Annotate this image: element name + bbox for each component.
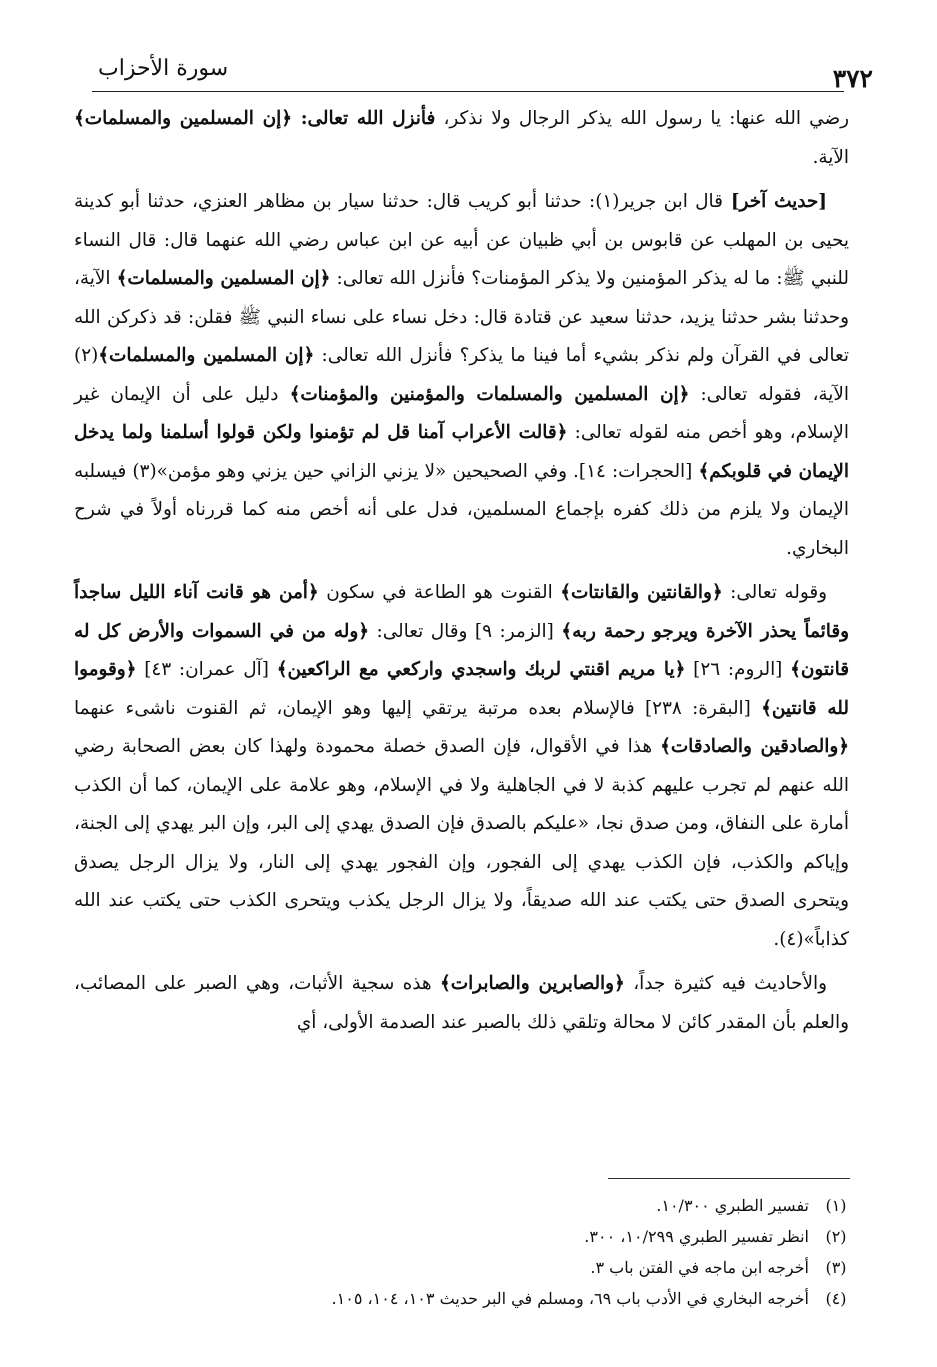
quran-verse-text: ﴿يا مريم اقنتي لربك واسجدي واركعي مع الراكعين﴾: [276, 659, 686, 680]
text-run: قال ابن جرير: [619, 191, 723, 212]
footnote-text: أخرجه ابن ماجه في الفتن باب ٣.: [590, 1258, 809, 1277]
running-header-title: سورة الأحزاب: [98, 56, 229, 81]
text-run: [الزمر: ٩] وقال تعالى:: [369, 620, 562, 642]
header-rule: [92, 91, 844, 92]
quran-verse-text: ﴿إن المسلمين والمسلمات﴾: [98, 345, 315, 366]
paragraph-3: [74, 574, 849, 959]
quran-verse-text: ﴿وله من في السموات والأرض كل له قانتون﴾: [74, 620, 849, 680]
text-run: [الحجرات: ١٤]. وفي الصحيحين «لا يزني الزاني حين يزني وهو مؤمن»: [156, 460, 699, 482]
quran-verse-text: فأنزل الله تعالى: ﴿إن المسلمين والمسلمات﴾: [74, 108, 436, 129]
text-run: الآية، فقوله تعالى:: [689, 383, 849, 405]
page-number: ٣٧٢: [832, 64, 873, 93]
footnote-number: (٣): [825, 1258, 847, 1277]
text-run: [الروم: ٢٦]: [685, 659, 791, 680]
text-run: : حدثنا أبو كريب قال: حدثنا سيار بن مظاهر العنزي، حدثنا أبو كدينة يحيى بن المهلب عن قابوس بن أبي ظبيان عن أبيه عن ابن عباس رضي الله عنهما قال: قال النساء للنبي ﷺ: ما له يذكر المؤمنين ولا يذكر المؤمنات؟ فأنزل الله تعالى:: [74, 191, 849, 289]
footnotes: [160, 1190, 849, 1314]
footnote-4: [160, 1283, 849, 1314]
footnote-number: (١): [825, 1196, 847, 1215]
main-text: [74, 100, 849, 1048]
footnote-1: [160, 1190, 849, 1221]
text-run: الآية، وحدثنا بشر حدثنا يزيد، حدثنا سعيد عن قتادة قال: دخل نساء على نساء النبي ﷺ فقلن:: [74, 268, 849, 328]
text-run: والأحاديث فيه كثيرة جداً،: [624, 973, 827, 994]
text-run: (٢): [74, 345, 99, 366]
text-run: هذا في الأقوال، فإن الصدق خصلة محمودة ولهذا كان بعض الصحابة رضي الله عنهم لم تجرب عليهم كذبة لا في الجاهلية ولا في الإسلام، وهو علامة على الإيمان، كما أن الكذب أمارة على النفاق، ومن صدق نجا، «عليكم بالصدق فإن الصدق يهدي إلى البر، وإن البر يهدي إلى الجنة، وإياكم والكذب، فإن الكذب يهدي إلى الفجور، وإن الفجور يهدي إلى النار، ولا يزال الرجل يصدق ويتحرى الصدق حتى يكتب عند الله صديقاً، ولا يزال الرجل يكذب ويتحرى الكذب حتى يكتب عند الله كذاباً»: [74, 736, 849, 950]
text-run: وقوله تعالى:: [722, 582, 827, 603]
paragraph-4: [74, 965, 849, 1042]
footnote-2: [160, 1221, 849, 1252]
quran-verse-text: ﴿قالت الأعراب آمنا قل لم تؤمنوا ولكن قولوا أسلمنا ولما يدخل الإيمان في قلوبكم﴾: [74, 422, 850, 482]
footnote-text: انظر تفسير الطبري ١٠/٢٩٩، ٣٠٠.: [584, 1227, 809, 1246]
quran-verse-text: ﴿والقانتين والقانتات﴾: [560, 582, 723, 603]
footnote-number: (٤): [825, 1289, 847, 1308]
text-run: فيسلبه الإيمان ولا يلزم من ذلك كفره بإجماع المسلمين، فدل على أنه أخص منه كما قررناه أولاً في شرح البخاري.: [74, 460, 849, 559]
text-run: (٤): [779, 928, 804, 950]
text-run: دليل على أن الإيمان غير الإسلام، وهو أخص منه لقوله تعالى:: [74, 383, 849, 443]
text-run: الآية.: [812, 146, 849, 168]
footnote-text: أخرجه البخاري في الأدب باب ٦٩، ومسلم في البر حديث ١٠٣، ١٠٤، ١٠٥.: [331, 1289, 809, 1308]
quran-verse-text: ﴿إن المسلمين والمسلمات والمؤمنين والمؤمنات﴾: [289, 383, 690, 405]
text-run: فأنزل الله تعالى:: [314, 345, 460, 366]
text-run: .: [773, 928, 780, 950]
footnote-text: تفسير الطبري ١٠/٣٠٠.: [656, 1196, 809, 1215]
text-run: [آل عمران: ٤٣]: [136, 659, 277, 680]
text-run: [البقرة: ٢٣٨] فالإسلام بعده مرتبة يرتقي إليها وهو الإيمان، ثم القنوت ناشىء عنهما: [74, 697, 762, 719]
text-run: قد ذكركن الله تعالى في القرآن ولم نذكر بشيء أما فينا ما يذكر؟: [74, 306, 850, 366]
text-run: (١): [595, 191, 620, 212]
text-run: هذه سجية الأثبات، وهي الصبر على المصائب، والعلم بأن المقدر كائن لا محالة وتلقي ذلك بالصبر عند الصدمة الأولى، أي: [74, 973, 849, 1033]
paragraph-2: [74, 183, 849, 568]
quran-verse-text: ﴿إن المسلمين والمسلمات﴾: [116, 268, 331, 289]
footnote-3: [160, 1252, 849, 1283]
quran-verse-text: ﴿والصابرين والصابرات﴾: [439, 973, 625, 994]
footnote-rule: [608, 1178, 850, 1179]
paragraph-1: [74, 100, 849, 177]
quran-verse-text: ﴿وقوموا لله قانتين﴾: [74, 659, 849, 719]
quran-verse-text: ﴿أمن هو قانت آناء الليل ساجداً وقائماً يحذر الآخرة ويرجو رحمة ربه﴾: [74, 582, 850, 642]
text-run: القنوت هو الطاعة في سكون: [318, 582, 561, 603]
quran-verse-text: [حديث آخر]: [722, 191, 827, 212]
footnote-number: (٢): [825, 1227, 847, 1246]
text-run: رضي الله عنها: يا رسول الله يذكر الرجال ولا نذكر،: [435, 108, 849, 129]
text-run: (٣): [132, 460, 157, 482]
quran-verse-text: ﴿والصادقين والصادقات﴾: [660, 736, 849, 757]
